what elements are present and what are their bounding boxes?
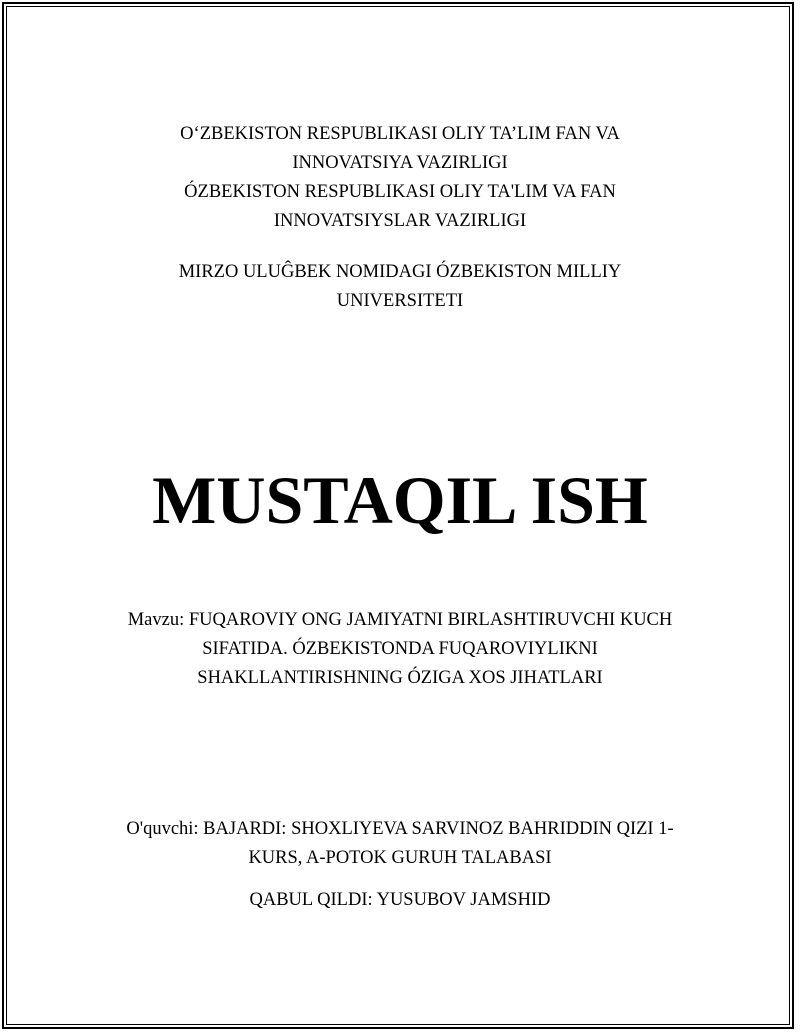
topic-line: SIFATIDA. ÓZBEKISTONDA FUQAROVIYLIKNI [202, 639, 598, 659]
ministry-line: ÓZBEKISTON RESPUBLIKASI OLIY TA'LIM VA FAN [184, 182, 616, 202]
topic-line: SHAKLLANTIRISHNING ÓZIGA XOS JIHATLARI [197, 668, 603, 688]
university-line: UNIVERSITETI [336, 291, 464, 311]
document-title: MUSTAQIL ISH [152, 462, 648, 538]
topic-block [0, 606, 800, 693]
ministry-line: INNOVATSIYA VAZIRLIGI [292, 153, 508, 173]
ministry-line: O‘ZBEKISTON RESPUBLIKASI OLIY TA’LIM FAN VA [180, 124, 620, 144]
university-line: MIRZO ULUĜBEK NOMIDAGI ÓZBEKISTON MILLIY [178, 262, 622, 282]
topic-line: Mavzu: FUQAROVIY ONG JAMIYATNI BIRLASHTIRUVCHI KUCH [127, 610, 673, 630]
student-line: O'quvchi: BAJARDI: SHOXLIYEVA SARVINOZ BAHRIDDIN QIZI 1- [126, 819, 674, 839]
accepted-by-line: QABUL QILDI: YUSUBOV JAMSHID [249, 890, 551, 910]
ministry-line: INNOVATSIYSLAR VAZIRLIGI [273, 211, 527, 231]
student-line: KURS, A-POTOK GURUH TALABASI [248, 848, 552, 868]
university-heading [0, 258, 800, 316]
ministry-heading [0, 120, 800, 236]
student-block [0, 815, 800, 873]
